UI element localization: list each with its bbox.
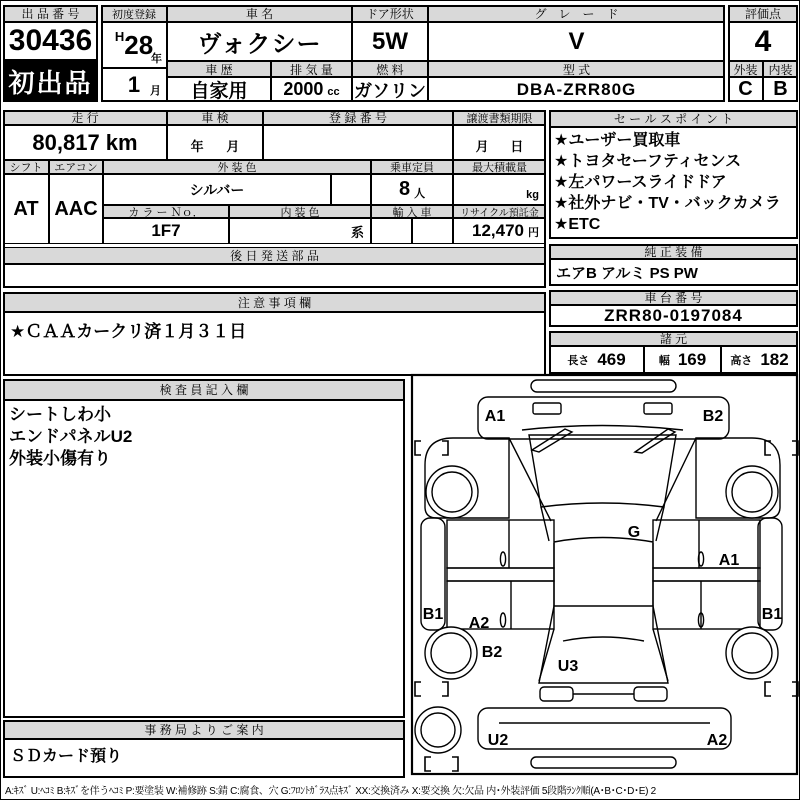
rear-left-wheel-inner [431, 633, 471, 673]
recycle-cell [453, 218, 546, 244]
caution-text: ★ＣＡＡカークリ済１月３１日 [3, 312, 546, 376]
exterior-label: 外装 [728, 61, 763, 77]
wiper-right [635, 429, 675, 453]
interior-label: 内装 [763, 61, 798, 77]
front-left-wheel-inner [432, 472, 472, 512]
bracket-front-left [415, 441, 448, 455]
shift-value: AT [3, 174, 49, 244]
front-bumper [531, 380, 676, 392]
shaken-label: 車 検 [167, 110, 263, 125]
damage-label-right-sill: B1 [761, 606, 783, 623]
right-molding [653, 568, 760, 581]
length-value: 469 [597, 350, 626, 369]
cowl-lines [541, 507, 664, 542]
chassis-no: ZRR80-0197084 [549, 305, 798, 327]
transfer-doc-label: 譲渡書類期限 [453, 110, 546, 125]
displacement-cell [271, 77, 352, 102]
interior-grade: B [763, 77, 798, 102]
score: 4 [728, 22, 798, 61]
car-diagram [409, 372, 800, 779]
inspector-notes [3, 400, 405, 718]
car-name-label: 車 名 [167, 5, 352, 22]
capacity-unit: 人 [414, 188, 426, 200]
oem-equipment: エアB アルミ PS PW [549, 259, 798, 286]
spec-height-cell [721, 346, 798, 374]
door-shape-label: ドア形状 [352, 5, 428, 22]
spec-label: 諸 元 [549, 331, 798, 346]
transfer-day-suffix: 日 [510, 139, 524, 154]
door-handle [500, 613, 505, 627]
height-value: 182 [760, 350, 789, 369]
front-door-dividers [509, 520, 699, 568]
damage-label-left-slide-door: A2 [468, 615, 490, 632]
left-molding [447, 568, 554, 581]
damage-label-windshield: G [627, 524, 641, 541]
model-code: DBA-ZRR80G [428, 77, 725, 102]
car-name: ヴォクシー [167, 22, 352, 61]
rear-right-wheel-inner [732, 633, 772, 673]
ext-color-extra-cell [331, 174, 371, 205]
sales-points-list [549, 127, 798, 239]
rear-gate-line [563, 637, 644, 641]
first-reg-month: 1 [127, 72, 141, 97]
wiper-left [532, 429, 572, 452]
inspector-label: 検 査 員 記 入 欄 [3, 379, 405, 400]
score-label: 評価点 [728, 5, 798, 22]
sales-point: ★ユーザー買取車 [554, 132, 681, 149]
office-label: 事 務 局 よ り ご 案 内 [3, 720, 405, 739]
import-cell-2 [412, 218, 453, 244]
damage-label-hood-right: B2 [702, 408, 724, 425]
import-cell-1 [371, 218, 412, 244]
sales-point: ★トヨタセーフティセンス [554, 153, 742, 170]
first-listing-badge: 初出品 [3, 60, 98, 102]
spec-width-cell [644, 346, 721, 374]
width-label: 幅 [658, 355, 670, 367]
car-history-label: 車 歴 [167, 61, 271, 77]
capacity-label: 乗車定員 [371, 160, 453, 174]
exterior-grade: C [728, 77, 763, 102]
transfer-doc-cell [453, 125, 546, 160]
later-parts-value [3, 264, 546, 288]
recycle-label: リサイクル預託金 [453, 205, 546, 218]
first-reg-year-cell [101, 22, 167, 68]
int-color-cell: 系 [229, 218, 371, 244]
year-suffix: 年 [151, 53, 162, 65]
aircon-label: エアコン [49, 160, 103, 174]
shaken-month-suffix: 月 [226, 139, 240, 154]
spec-length-cell [549, 346, 644, 374]
hood-vent-right [644, 403, 672, 414]
shaken-year-suffix: 年 [190, 139, 204, 154]
damage-label-rear-panel-right: A2 [706, 732, 728, 749]
inspector-note: シートしわ小 [9, 405, 111, 424]
damage-labels [423, 408, 783, 749]
auction-no-label: 出 品 番 号 [3, 5, 98, 22]
chassis-label: 車 台 番 号 [549, 290, 798, 305]
hood [478, 397, 729, 439]
later-parts-label: 後 日 発 送 部 品 [3, 247, 546, 264]
slide-door-dividers [511, 581, 701, 629]
fuel: ガソリン [352, 77, 428, 102]
office-text: ＳＤカード預り [3, 739, 405, 778]
damage-legend: A:ｷｽﾞ U:ﾍｺﾐ B:ｷｽﾞを伴うﾍｺﾐ P:要塗装 W:補修跡 S:錆 C:腐食、穴 G:ﾌﾛﾝﾄｶﾞﾗｽ点ｷｽﾞ XX:交換済み X:要交換 欠:欠品 内･外装評価 5段階ﾗﾝｸ順(A･B･C･D･E) 2 [5, 786, 656, 797]
ext-color-value: シルバー [103, 174, 331, 205]
oem-label: 純 正 装 備 [549, 244, 798, 259]
right-slide-door [653, 581, 760, 629]
rear-lamp-left [540, 687, 573, 701]
spare-tire-inner [421, 713, 455, 747]
right-front-door [653, 520, 760, 568]
sales-point: ★ETC [554, 216, 601, 233]
first-reg-year: 28 [124, 29, 154, 60]
length-label: 長さ [567, 355, 590, 367]
transfer-month-suffix: 月 [475, 139, 489, 154]
bracket-spare [425, 757, 458, 771]
hood-vent-left [533, 403, 561, 414]
rear-bumper [531, 757, 676, 768]
first-reg-era: H [114, 29, 125, 44]
max-load-cell: kg [453, 174, 546, 205]
rear-lamp-right [634, 687, 667, 701]
damage-label-rear-panel-left: U2 [487, 732, 509, 749]
grade: V [428, 22, 725, 61]
bracket-rear-left [415, 682, 448, 696]
aircon-value: AAC [49, 174, 103, 244]
width-value: 169 [677, 350, 707, 369]
recycle-value: 12,470 [472, 221, 524, 240]
rear-panel [478, 708, 731, 749]
damage-label-left-sill: B1 [422, 606, 444, 623]
displacement-label: 排 気 量 [271, 61, 352, 77]
auction-no: 30436 [3, 22, 98, 60]
damage-label-rear-window: U3 [557, 658, 579, 675]
capacity-cell [371, 174, 453, 205]
shaken-cell [167, 125, 263, 160]
import-label: 輸 入 車 [371, 205, 453, 218]
sales-points-label: セ ー ル ス ポ イ ン ト [549, 110, 798, 127]
wheels [415, 466, 778, 753]
color-no-label: カ ラ ー Ｎｏ． [103, 205, 229, 218]
mileage: 80,817 km [3, 125, 167, 160]
roof-sides [554, 543, 653, 606]
first-reg-month-cell [101, 68, 167, 102]
month-suffix: 月 [150, 85, 161, 97]
capacity-value: 8 [398, 178, 411, 200]
sales-point: ★社外ナビ・TV・バックカメラ [554, 195, 781, 212]
car-history: 自家用 [167, 77, 271, 102]
shift-label: シフト [3, 160, 49, 174]
sales-point: ★左パワースライドドア [554, 174, 727, 191]
mileage-label: 走 行 [3, 110, 167, 125]
fuel-label: 燃 料 [352, 61, 428, 77]
grade-label: グ レ ー ド [428, 5, 725, 22]
damage-label-left-rear-quarter: B2 [481, 644, 503, 661]
door-handle [500, 552, 505, 566]
inspector-note: エンドパネルU2 [9, 427, 133, 446]
door-shape: 5W [352, 22, 428, 61]
reg-no [263, 125, 453, 160]
color-no-value: 1F7 [103, 218, 229, 244]
caution-label: 注 意 事 項 欄 [3, 292, 546, 312]
windshield-trim [522, 426, 683, 431]
bracket-rear-right [765, 682, 798, 696]
damage-label-hood-left: A1 [484, 408, 506, 425]
reg-no-label: 登 録 番 号 [263, 110, 453, 125]
first-reg-label: 初度登録 [101, 5, 167, 22]
max-load-label: 最大積載量 [453, 160, 546, 174]
damage-label-right-front-door: A1 [718, 552, 740, 569]
displacement: 2000 [283, 79, 324, 99]
front-right-wheel-inner [732, 472, 772, 512]
ext-color-label: 外 装 色 [103, 160, 371, 174]
model-label: 型 式 [428, 61, 725, 77]
inspector-note: 外装小傷有り [9, 449, 111, 468]
int-color-label: 内 装 色 [229, 205, 371, 218]
displacement-unit: cc [327, 86, 340, 98]
recycle-unit: 円 [528, 227, 539, 239]
height-label: 高さ [730, 355, 753, 367]
